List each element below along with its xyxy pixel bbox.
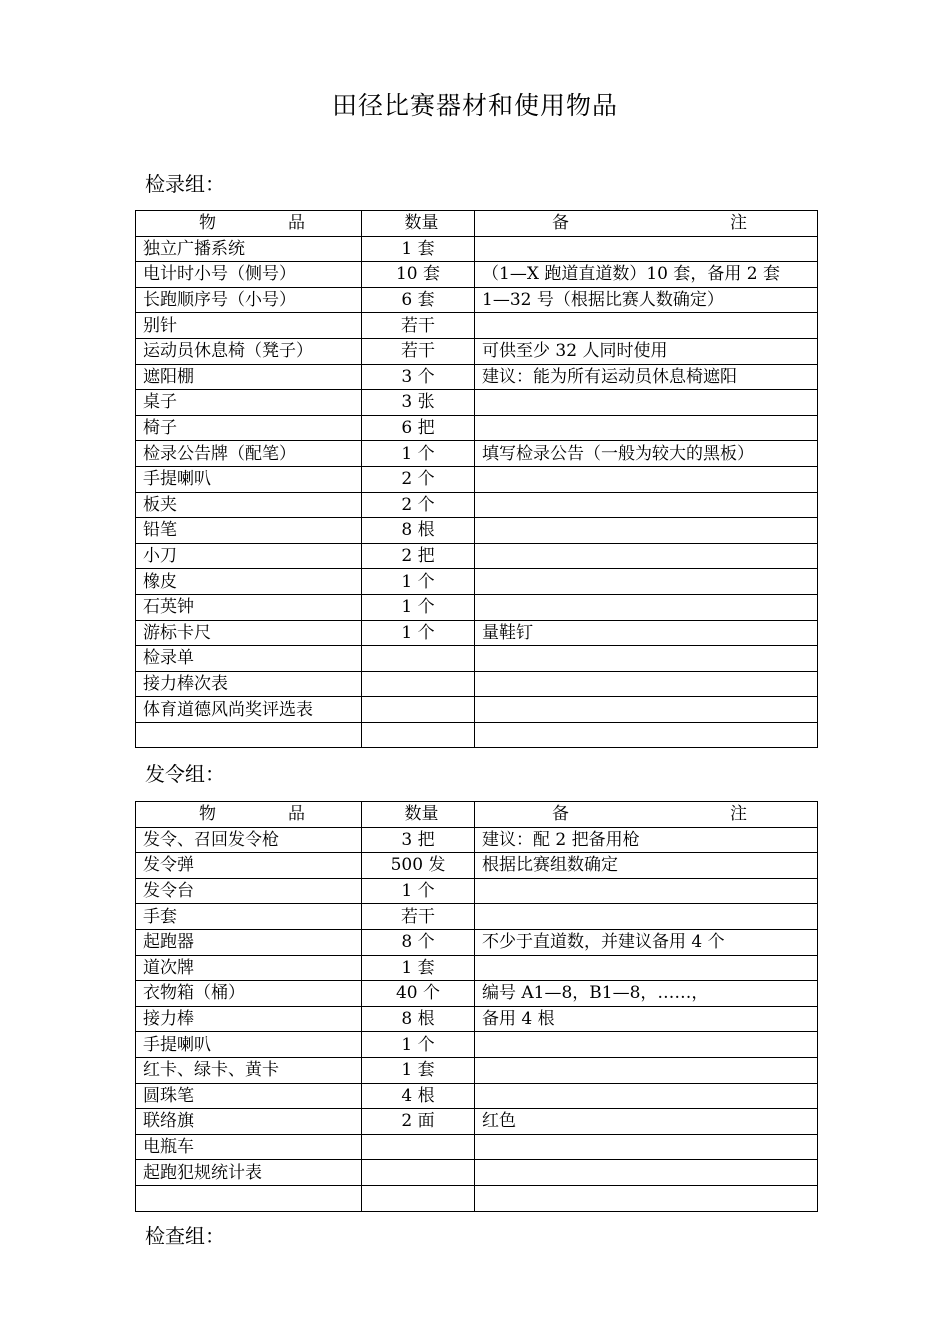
table-row bbox=[136, 697, 818, 723]
cell-item: 桌子 bbox=[136, 390, 362, 416]
cell-note: 可供至少 32 人同时使用 bbox=[475, 338, 818, 364]
cell-note bbox=[475, 415, 818, 441]
table-row bbox=[136, 441, 818, 467]
table-row bbox=[136, 981, 818, 1007]
cell-qty: 2 面 bbox=[362, 1109, 475, 1135]
cell-note bbox=[475, 697, 818, 723]
cell-note: 建议：配 2 把备用枪 bbox=[475, 827, 818, 853]
cell-item: 手提喇叭 bbox=[136, 1032, 362, 1058]
cell-qty bbox=[362, 1134, 475, 1160]
cell-item: 检录单 bbox=[136, 646, 362, 672]
section-label-starter: 发令组： bbox=[145, 762, 225, 786]
cell-qty: 1 套 bbox=[362, 236, 475, 262]
table-row bbox=[136, 1057, 818, 1083]
cell-qty bbox=[362, 722, 475, 748]
cell-qty: 若干 bbox=[362, 904, 475, 930]
cell-item: 小刀 bbox=[136, 543, 362, 569]
table-row bbox=[136, 466, 818, 492]
table-row bbox=[136, 853, 818, 879]
cell-qty: 1 个 bbox=[362, 878, 475, 904]
cell-qty bbox=[362, 646, 475, 672]
cell-item: 衣物箱（桶） bbox=[136, 981, 362, 1007]
cell-note bbox=[475, 390, 818, 416]
table-row bbox=[136, 390, 818, 416]
cell-item bbox=[136, 722, 362, 748]
cell-note: 1—32 号（根据比赛人数确定） bbox=[475, 287, 818, 313]
cell-note bbox=[475, 904, 818, 930]
cell-note: 红色 bbox=[475, 1109, 818, 1135]
table-row bbox=[136, 1083, 818, 1109]
cell-qty: 若干 bbox=[362, 338, 475, 364]
table-row bbox=[136, 1134, 818, 1160]
table-row bbox=[136, 543, 818, 569]
cell-item: 电瓶车 bbox=[136, 1134, 362, 1160]
cell-item: 道次牌 bbox=[136, 955, 362, 981]
table-row bbox=[136, 518, 818, 544]
cell-note bbox=[475, 1134, 818, 1160]
cell-qty: 2 个 bbox=[362, 466, 475, 492]
cell-qty: 6 把 bbox=[362, 415, 475, 441]
cell-note: 填写检录公告（一般为较大的黑板） bbox=[475, 441, 818, 467]
cell-qty: 8 个 bbox=[362, 929, 475, 955]
cell-qty: 2 把 bbox=[362, 543, 475, 569]
cell-qty: 4 根 bbox=[362, 1083, 475, 1109]
table-row bbox=[136, 1006, 818, 1032]
cell-note bbox=[475, 1032, 818, 1058]
cell-item: 接力棒 bbox=[136, 1006, 362, 1032]
cell-item: 起跑器 bbox=[136, 929, 362, 955]
cell-note: 量鞋钉 bbox=[475, 620, 818, 646]
table-header-row bbox=[136, 211, 818, 237]
table-row bbox=[136, 1160, 818, 1186]
cell-qty: 1 个 bbox=[362, 594, 475, 620]
cell-note bbox=[475, 518, 818, 544]
cell-item: 体育道德风尚奖评选表 bbox=[136, 697, 362, 723]
header-note: 备 注 bbox=[475, 802, 818, 828]
cell-item: 发令台 bbox=[136, 878, 362, 904]
table-row bbox=[136, 1032, 818, 1058]
cell-qty: 若干 bbox=[362, 313, 475, 339]
table-row bbox=[136, 620, 818, 646]
cell-note bbox=[475, 569, 818, 595]
cell-note bbox=[475, 722, 818, 748]
table-row bbox=[136, 955, 818, 981]
cell-item: 联络旗 bbox=[136, 1109, 362, 1135]
table-row bbox=[136, 338, 818, 364]
cell-qty: 1 个 bbox=[362, 1032, 475, 1058]
table-starter bbox=[135, 801, 818, 1212]
cell-item: 手提喇叭 bbox=[136, 466, 362, 492]
header-item: 物 品 bbox=[136, 211, 362, 237]
cell-qty: 500 发 bbox=[362, 853, 475, 879]
cell-note bbox=[475, 1160, 818, 1186]
table-checkin bbox=[135, 210, 818, 748]
table-row bbox=[136, 313, 818, 339]
cell-item: 长跑顺序号（小号） bbox=[136, 287, 362, 313]
cell-qty bbox=[362, 671, 475, 697]
cell-qty: 6 套 bbox=[362, 287, 475, 313]
cell-item: 别针 bbox=[136, 313, 362, 339]
cell-qty bbox=[362, 1160, 475, 1186]
cell-item: 运动员休息椅（凳子） bbox=[136, 338, 362, 364]
table-row bbox=[136, 262, 818, 288]
cell-qty: 3 张 bbox=[362, 390, 475, 416]
table-row bbox=[136, 671, 818, 697]
cell-item: 石英钟 bbox=[136, 594, 362, 620]
cell-note: 不少于直道数，并建议备用 4 个 bbox=[475, 929, 818, 955]
cell-qty bbox=[362, 1185, 475, 1211]
cell-note: 建议：能为所有运动员休息椅遮阳 bbox=[475, 364, 818, 390]
table-row bbox=[136, 878, 818, 904]
header-qty: 数量 bbox=[362, 211, 475, 237]
cell-note bbox=[475, 878, 818, 904]
cell-note: 根据比赛组数确定 bbox=[475, 853, 818, 879]
cell-item: 圆珠笔 bbox=[136, 1083, 362, 1109]
cell-qty: 1 套 bbox=[362, 955, 475, 981]
cell-item bbox=[136, 1185, 362, 1211]
table-row bbox=[136, 415, 818, 441]
header-item: 物 品 bbox=[136, 802, 362, 828]
table-row bbox=[136, 929, 818, 955]
table-row bbox=[136, 594, 818, 620]
cell-note: （1—X 跑道直道数）10 套，备用 2 套 bbox=[475, 262, 818, 288]
cell-qty: 2 个 bbox=[362, 492, 475, 518]
cell-note: 备用 4 根 bbox=[475, 1006, 818, 1032]
table-row bbox=[136, 827, 818, 853]
cell-item: 椅子 bbox=[136, 415, 362, 441]
cell-item: 板夹 bbox=[136, 492, 362, 518]
cell-item: 电计时小号（侧号） bbox=[136, 262, 362, 288]
cell-item: 手套 bbox=[136, 904, 362, 930]
table-row bbox=[136, 646, 818, 672]
table-row bbox=[136, 722, 818, 748]
table-row bbox=[136, 236, 818, 262]
cell-item: 发令弹 bbox=[136, 853, 362, 879]
cell-qty: 3 个 bbox=[362, 364, 475, 390]
cell-item: 红卡、绿卡、黄卡 bbox=[136, 1057, 362, 1083]
table-row bbox=[136, 1185, 818, 1211]
cell-note bbox=[475, 236, 818, 262]
table-row bbox=[136, 1109, 818, 1135]
cell-note: 编号 A1—8，B1—8，……， bbox=[475, 981, 818, 1007]
document-title: 田径比赛器材和使用物品 bbox=[331, 91, 618, 120]
cell-qty: 40 个 bbox=[362, 981, 475, 1007]
cell-qty: 1 个 bbox=[362, 620, 475, 646]
table-header-row bbox=[136, 802, 818, 828]
cell-qty bbox=[362, 697, 475, 723]
table-row bbox=[136, 569, 818, 595]
table-row bbox=[136, 492, 818, 518]
header-qty: 数量 bbox=[362, 802, 475, 828]
header-note: 备 注 bbox=[475, 211, 818, 237]
cell-note bbox=[475, 466, 818, 492]
cell-qty: 3 把 bbox=[362, 827, 475, 853]
cell-note bbox=[475, 646, 818, 672]
cell-qty: 1 个 bbox=[362, 569, 475, 595]
cell-item: 接力棒次表 bbox=[136, 671, 362, 697]
cell-note bbox=[475, 955, 818, 981]
cell-note bbox=[475, 1057, 818, 1083]
table-row bbox=[136, 904, 818, 930]
section-label-checkin: 检录组： bbox=[145, 172, 225, 196]
cell-note bbox=[475, 1185, 818, 1211]
cell-note bbox=[475, 313, 818, 339]
cell-item: 检录公告牌（配笔） bbox=[136, 441, 362, 467]
cell-item: 起跑犯规统计表 bbox=[136, 1160, 362, 1186]
cell-qty: 8 根 bbox=[362, 1006, 475, 1032]
table-row bbox=[136, 364, 818, 390]
cell-note bbox=[475, 492, 818, 518]
cell-item: 橡皮 bbox=[136, 569, 362, 595]
cell-note bbox=[475, 594, 818, 620]
cell-qty: 8 根 bbox=[362, 518, 475, 544]
cell-note bbox=[475, 1083, 818, 1109]
cell-item: 遮阳棚 bbox=[136, 364, 362, 390]
cell-qty: 1 套 bbox=[362, 1057, 475, 1083]
table-row bbox=[136, 287, 818, 313]
cell-qty: 1 个 bbox=[362, 441, 475, 467]
cell-item: 游标卡尺 bbox=[136, 620, 362, 646]
cell-item: 铅笔 bbox=[136, 518, 362, 544]
section-label-inspection: 检查组： bbox=[145, 1224, 225, 1248]
cell-note bbox=[475, 671, 818, 697]
cell-item: 独立广播系统 bbox=[136, 236, 362, 262]
cell-item: 发令、召回发令枪 bbox=[136, 827, 362, 853]
cell-note bbox=[475, 543, 818, 569]
cell-qty: 10 套 bbox=[362, 262, 475, 288]
